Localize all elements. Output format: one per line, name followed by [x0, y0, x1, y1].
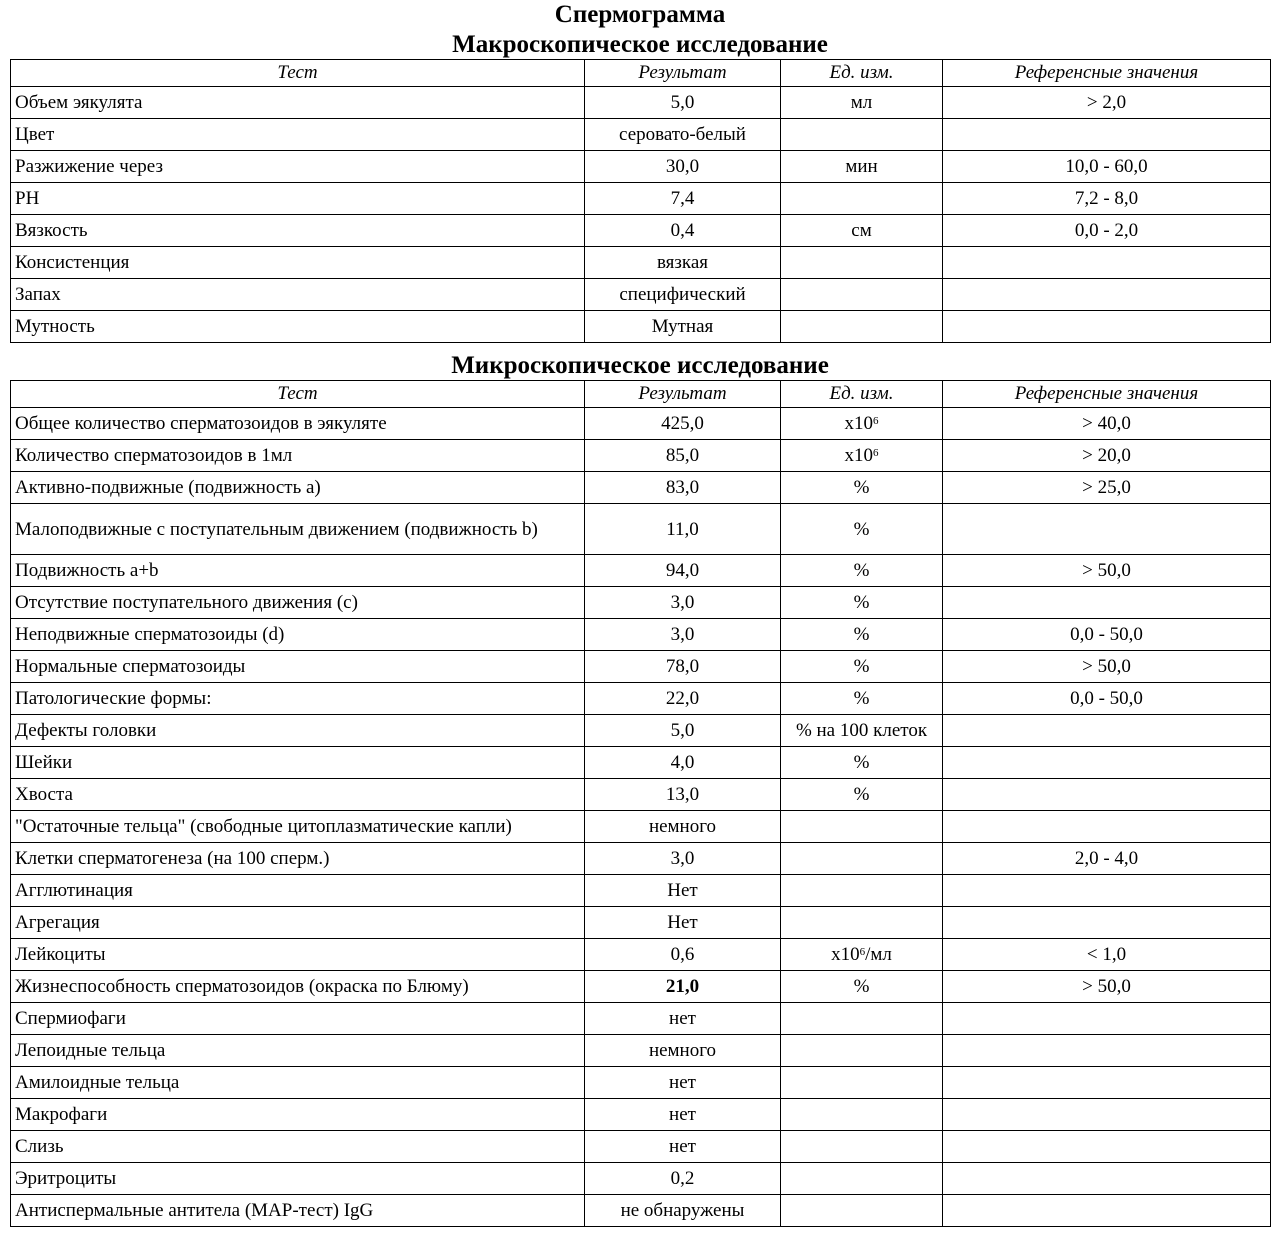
cell-result: серовато-белый	[585, 119, 781, 151]
table-row	[11, 747, 1271, 779]
table-row	[11, 215, 1271, 247]
unit-base: %	[853, 592, 870, 613]
cell-ref: > 25,0	[943, 472, 1271, 504]
table-row	[11, 907, 1271, 939]
table-row	[11, 1035, 1271, 1067]
header-result: Результат	[585, 60, 781, 87]
table-header-row	[11, 381, 1271, 408]
table-row	[11, 1163, 1271, 1195]
cell-result: 30,0	[585, 151, 781, 183]
cell-test: Вязкость	[11, 215, 585, 247]
cell-result: 11,0	[585, 504, 781, 555]
cell-unit	[781, 183, 943, 215]
cell-result: 425,0	[585, 408, 781, 440]
cell-result: вязкая	[585, 247, 781, 279]
cell-test: Шейки	[11, 747, 585, 779]
cell-unit	[781, 440, 943, 472]
cell-test: Лепоидные тельца	[11, 1035, 585, 1067]
cell-test: Подвижность a+b	[11, 555, 585, 587]
cell-ref	[943, 1035, 1271, 1067]
cell-ref	[943, 715, 1271, 747]
table-row	[11, 683, 1271, 715]
cell-test: Малоподвижные с поступательным движением (подвижность b)	[11, 504, 585, 555]
cell-result: 3,0	[585, 843, 781, 875]
cell-result: 0,2	[585, 1163, 781, 1195]
header-unit: Ед. изм.	[781, 60, 943, 87]
cell-ref	[943, 875, 1271, 907]
table-header-row	[11, 60, 1271, 87]
unit-base: x10	[844, 445, 873, 466]
unit-base: %	[853, 784, 870, 805]
cell-test: Жизнеспособность сперматозоидов (окраска по Блюму)	[11, 971, 585, 1003]
unit-base: %	[853, 688, 870, 709]
unit-base: %	[853, 656, 870, 677]
table-row	[11, 279, 1271, 311]
table-row	[11, 875, 1271, 907]
table-row	[11, 1099, 1271, 1131]
unit-base: x10	[831, 944, 860, 965]
cell-result: немного	[585, 811, 781, 843]
cell-unit	[781, 683, 943, 715]
table-row	[11, 1195, 1271, 1227]
cell-unit	[781, 247, 943, 279]
cell-test: Патологические формы:	[11, 683, 585, 715]
cell-ref: > 50,0	[943, 555, 1271, 587]
header-test: Тест	[11, 60, 585, 87]
cell-ref: 7,2 - 8,0	[943, 183, 1271, 215]
cell-unit	[781, 747, 943, 779]
cell-unit: мл	[781, 87, 943, 119]
unit-base: %	[853, 560, 870, 581]
table-row	[11, 587, 1271, 619]
header-unit: Ед. изм.	[781, 381, 943, 408]
cell-result: 78,0	[585, 651, 781, 683]
cell-result: 13,0	[585, 779, 781, 811]
unit-base: x10	[844, 413, 873, 434]
cell-result: 5,0	[585, 715, 781, 747]
cell-ref	[943, 247, 1271, 279]
cell-unit	[781, 1003, 943, 1035]
cell-unit: см	[781, 215, 943, 247]
header-test: Тест	[11, 381, 585, 408]
cell-result: нет	[585, 1067, 781, 1099]
table-row	[11, 151, 1271, 183]
cell-result: 3,0	[585, 619, 781, 651]
table-row	[11, 715, 1271, 747]
table-row	[11, 1067, 1271, 1099]
cell-test: Цвет	[11, 119, 585, 151]
cell-result: нет	[585, 1131, 781, 1163]
cell-ref: > 2,0	[943, 87, 1271, 119]
cell-ref	[943, 811, 1271, 843]
cell-unit	[781, 811, 943, 843]
cell-ref	[943, 1003, 1271, 1035]
table-row	[11, 504, 1271, 555]
cell-unit	[781, 311, 943, 343]
cell-ref: 10,0 - 60,0	[943, 151, 1271, 183]
cell-result: немного	[585, 1035, 781, 1067]
cell-ref: < 1,0	[943, 939, 1271, 971]
cell-ref	[943, 119, 1271, 151]
unit-base: %	[853, 752, 870, 773]
section-title-macro: Макроскопическое исследование	[452, 31, 828, 58]
header-result: Результат	[585, 381, 781, 408]
cell-result: 21,0	[585, 971, 781, 1003]
cell-test: Количество сперматозоидов в 1мл	[11, 440, 585, 472]
table-row	[11, 843, 1271, 875]
cell-result: 22,0	[585, 683, 781, 715]
cell-ref: > 50,0	[943, 651, 1271, 683]
cell-test: Мутность	[11, 311, 585, 343]
cell-test: Объем эякулята	[11, 87, 585, 119]
cell-unit	[781, 651, 943, 683]
table-row	[11, 779, 1271, 811]
cell-result: Мутная	[585, 311, 781, 343]
cell-test: Консистенция	[11, 247, 585, 279]
section-title-micro: Микроскопическое исследование	[451, 352, 829, 379]
cell-ref	[943, 1131, 1271, 1163]
cell-result: Нет	[585, 907, 781, 939]
unit-base: % на 100 клеток	[795, 720, 928, 741]
cell-result: 94,0	[585, 555, 781, 587]
table-row	[11, 247, 1271, 279]
cell-ref	[943, 311, 1271, 343]
cell-test: Спермиофаги	[11, 1003, 585, 1035]
cell-ref	[943, 907, 1271, 939]
header-ref: Референсные значения	[943, 60, 1271, 87]
cell-unit	[781, 504, 943, 555]
cell-test: Общее количество сперматозоидов в эякуляте	[11, 408, 585, 440]
cell-result: 4,0	[585, 747, 781, 779]
cell-unit	[781, 619, 943, 651]
cell-test: Агрегация	[11, 907, 585, 939]
unit-exponent: 6	[873, 447, 879, 459]
cell-ref: 0,0 - 2,0	[943, 215, 1271, 247]
cell-ref: > 40,0	[943, 408, 1271, 440]
macro-table	[10, 59, 1271, 343]
cell-ref	[943, 587, 1271, 619]
cell-ref: 2,0 - 4,0	[943, 843, 1271, 875]
cell-test: Отсутствие поступательного движения (c)	[11, 587, 585, 619]
cell-test: PH	[11, 183, 585, 215]
cell-test: Клетки сперматогенеза (на 100 сперм.)	[11, 843, 585, 875]
cell-unit	[781, 472, 943, 504]
micro-table	[10, 380, 1271, 1227]
cell-ref: > 20,0	[943, 440, 1271, 472]
unit-base: %	[853, 624, 870, 645]
cell-unit	[781, 555, 943, 587]
cell-test: Нормальные сперматозоиды	[11, 651, 585, 683]
cell-test: Разжижение через	[11, 151, 585, 183]
cell-test: Антиспермальные антитела (MAP-тест) IgG	[11, 1195, 585, 1227]
cell-test: "Остаточные тельца" (свободные цитоплазматические капли)	[11, 811, 585, 843]
table-row	[11, 651, 1271, 683]
unit-exponent: 6	[859, 946, 866, 958]
cell-result: нет	[585, 1099, 781, 1131]
cell-test: Агглютинация	[11, 875, 585, 907]
cell-result: 7,4	[585, 183, 781, 215]
cell-ref	[943, 279, 1271, 311]
cell-result: не обнаружены	[585, 1195, 781, 1227]
cell-result: 0,4	[585, 215, 781, 247]
cell-test: Дефекты головки	[11, 715, 585, 747]
cell-test: Активно-подвижные (подвижность a)	[11, 472, 585, 504]
cell-result: 83,0	[585, 472, 781, 504]
table-row	[11, 472, 1271, 504]
cell-unit	[781, 1035, 943, 1067]
table-row	[11, 87, 1271, 119]
cell-ref: > 50,0	[943, 971, 1271, 1003]
cell-result: 85,0	[585, 440, 781, 472]
table-row	[11, 183, 1271, 215]
cell-unit	[781, 1163, 943, 1195]
unit-base: %	[853, 477, 870, 498]
header-ref: Референсные значения	[943, 381, 1271, 408]
cell-ref	[943, 1195, 1271, 1227]
cell-ref	[943, 1067, 1271, 1099]
table-row	[11, 440, 1271, 472]
cell-result: нет	[585, 1003, 781, 1035]
unit-exponent: 6	[873, 415, 879, 427]
cell-test: Запах	[11, 279, 585, 311]
cell-result: 3,0	[585, 587, 781, 619]
table-row	[11, 619, 1271, 651]
cell-result: специфический	[585, 279, 781, 311]
cell-test: Амилоидные тельца	[11, 1067, 585, 1099]
cell-unit	[781, 119, 943, 151]
cell-unit	[781, 779, 943, 811]
cell-ref	[943, 504, 1271, 555]
cell-unit	[781, 587, 943, 619]
cell-test: Лейкоциты	[11, 939, 585, 971]
cell-unit	[781, 715, 943, 747]
cell-unit	[781, 875, 943, 907]
cell-unit	[781, 843, 943, 875]
cell-test: Неподвижные сперматозоиды (d)	[11, 619, 585, 651]
page-title: Спермограмма	[554, 1, 726, 28]
cell-ref	[943, 1163, 1271, 1195]
cell-ref	[943, 747, 1271, 779]
unit-suffix: /мл	[865, 944, 892, 965]
table-row	[11, 971, 1271, 1003]
table-row	[11, 811, 1271, 843]
cell-unit	[781, 279, 943, 311]
table-row	[11, 311, 1271, 343]
cell-unit	[781, 971, 943, 1003]
cell-test: Хвоста	[11, 779, 585, 811]
table-row	[11, 939, 1271, 971]
unit-base: %	[853, 976, 870, 997]
cell-test: Эритроциты	[11, 1163, 585, 1195]
unit-base: %	[853, 518, 870, 540]
cell-ref: 0,0 - 50,0	[943, 619, 1271, 651]
cell-unit	[781, 939, 943, 971]
cell-unit	[781, 1099, 943, 1131]
cell-result: Нет	[585, 875, 781, 907]
cell-ref: 0,0 - 50,0	[943, 683, 1271, 715]
cell-result: 0,6	[585, 939, 781, 971]
table-row	[11, 408, 1271, 440]
cell-test: Макрофаги	[11, 1099, 585, 1131]
table-row	[11, 1003, 1271, 1035]
cell-ref	[943, 1099, 1271, 1131]
table-row	[11, 1131, 1271, 1163]
table-row	[11, 119, 1271, 151]
cell-unit	[781, 907, 943, 939]
cell-unit	[781, 1195, 943, 1227]
cell-test: Слизь	[11, 1131, 585, 1163]
cell-ref	[943, 779, 1271, 811]
table-row	[11, 555, 1271, 587]
cell-unit	[781, 1067, 943, 1099]
cell-unit	[781, 1131, 943, 1163]
cell-unit	[781, 408, 943, 440]
cell-result: 5,0	[585, 87, 781, 119]
cell-unit: мин	[781, 151, 943, 183]
